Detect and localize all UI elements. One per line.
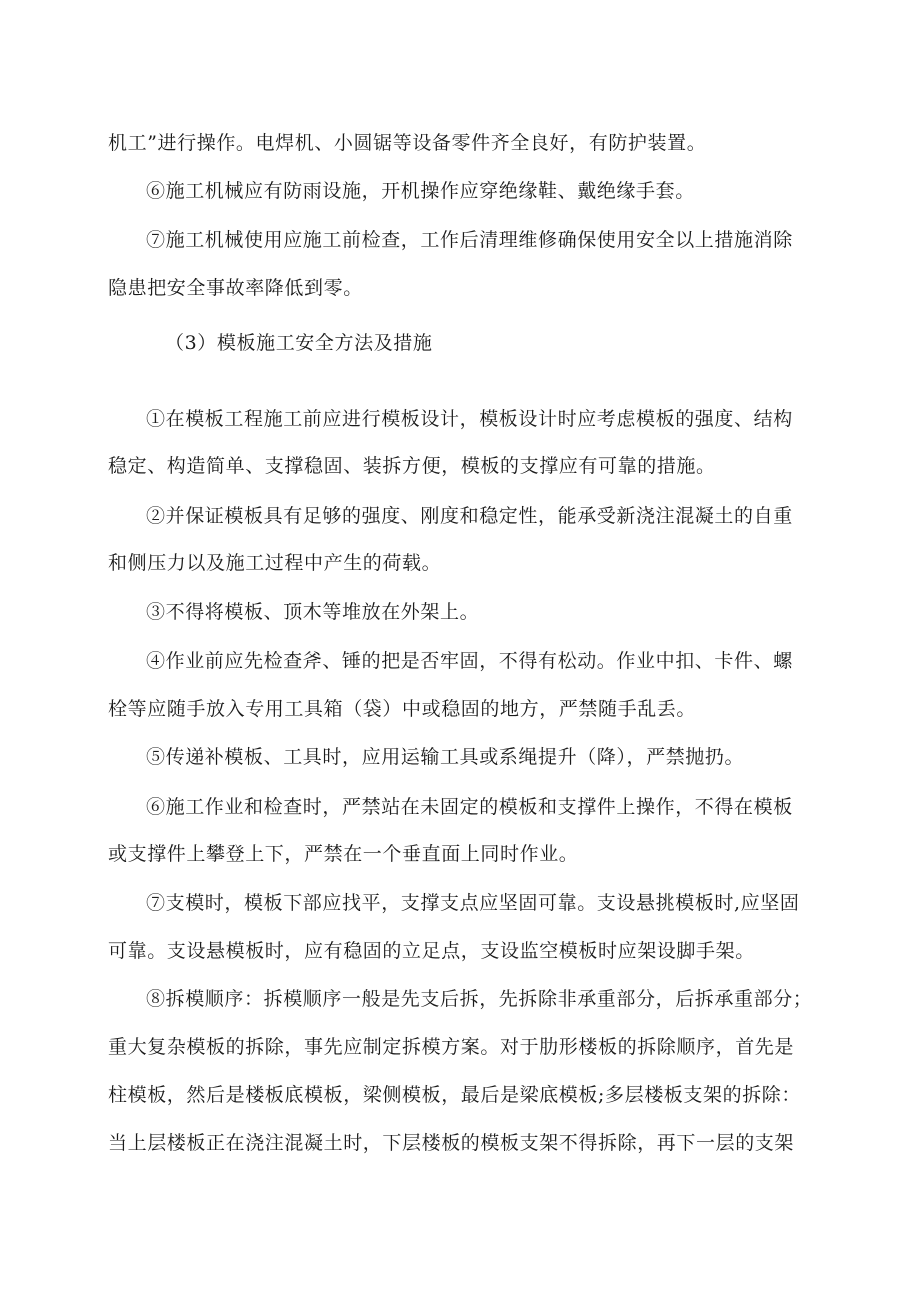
text-line: 或支撑件上攀登上下，严禁在一个垂直面上同时作业。	[108, 843, 579, 865]
text-line: ⑦支模时，模板下部应找平，支撑支点应坚固可靠。支设悬挑模板时,应坚固	[146, 892, 800, 914]
text-line: 栓等应随手放入专用工具箱（袋）中或稳固的地方，严禁随手乱丢。	[108, 698, 697, 720]
text-line: 重大复杂模板的拆除，事先应制定拆模方案。对于肋形楼板的拆除顺序，首先是	[108, 1036, 795, 1058]
text-line: ②并保证模板具有足够的强度、刚度和稳定性，能承受新浇注混凝土的自重	[146, 505, 793, 527]
text-line: ⑤传递补模板、工具时，应用运输工具或系绳提升（降），严禁抛扔。	[146, 746, 745, 768]
text-line: 当上层楼板正在浇注混凝土时，下层楼板的模板支架不得拆除，再下一层的支架	[108, 1132, 795, 1154]
text-line: 和侧压力以及施工过程中产生的荷载。	[108, 552, 442, 574]
text-line: ①在模板工程施工前应进行模板设计，模板设计时应考虑模板的强度、结构	[146, 408, 793, 430]
section-heading: （3）模板施工安全方法及措施	[165, 332, 433, 354]
text-line: 机工”进行操作。电焊机、小圆锯等设备零件齐全良好，有防护装置。	[108, 132, 707, 154]
text-line: ⑦施工机械使用应施工前检查，工作后清理维修确保使用安全以上措施消除	[146, 229, 793, 251]
text-line: 隐患把安全事故率降低到零。	[108, 277, 363, 299]
text-line: ④作业前应先检查斧、锤的把是否牢固，不得有松动。作业中扣、卡件、螺	[146, 650, 793, 672]
text-line: ③不得将模板、顶木等堆放在外架上。	[146, 601, 480, 623]
text-line: ⑧拆模顺序：拆模顺序一般是先支后拆，先拆除非承重部分，后拆承重部分；	[146, 988, 813, 1010]
text-line: 柱模板，然后是楼板底模板，梁侧模板，最后是梁底模板;多层楼板支架的拆除：	[108, 1084, 802, 1106]
text-line: 稳定、构造简单、支撑稳固、装拆方便，模板的支撑应有可靠的措施。	[108, 455, 716, 477]
text-line: ⑥施工机械应有防雨设施，开机操作应穿绝缘鞋、戴绝缘手套。	[146, 180, 695, 202]
text-line: ⑥施工作业和检查时，严禁站在未固定的模板和支撑件上操作，不得在模板	[146, 796, 793, 818]
text-line: 可靠。支设悬模板时，应有稳固的立足点，支设监空模板时应架设脚手架。	[108, 940, 755, 962]
